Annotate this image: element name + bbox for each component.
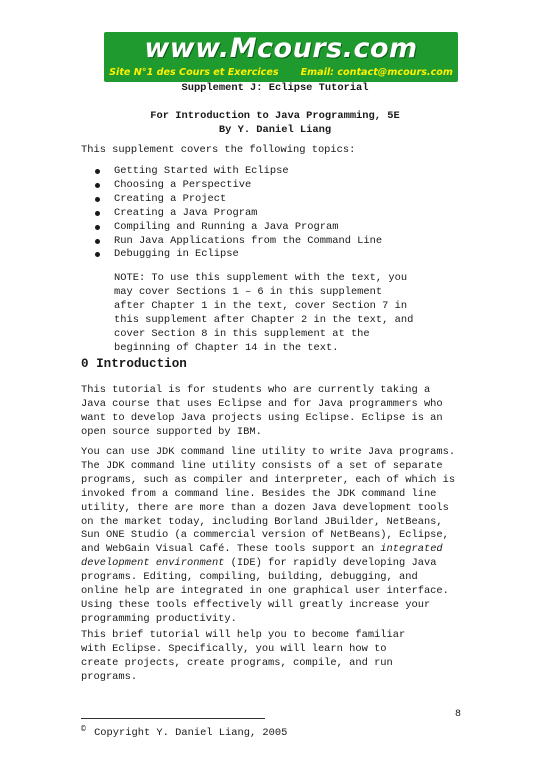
page-number: 8 [455,709,462,720]
paragraph-line: Sun ONE Studio (a commercial version of NetBeans), Eclipse, [81,529,449,542]
book-title: For Introduction to Java Programming, 5E [150,110,400,122]
paragraph-line [81,557,455,571]
list-item: Run Java Applications from the Command Line [81,235,382,249]
paragraph-line: You can use JDK command line utility to write Java programs. [81,446,456,458]
emphasis-text: integrated [380,543,443,556]
paragraph-line: programming productivity. [81,612,237,625]
paragraph-line: The JDK command line utility consists of a set of separate [81,459,443,472]
copyright-text: Copyright Y. Daniel Liang, 2005 [94,727,288,739]
note-line: cover Section 8 in this supplement at the [114,327,370,340]
paragraph-line: open source supported by IBM. [81,425,262,438]
paragraph-line: invoked from a command line. Besides the JDK command line [81,487,437,500]
topics-list [81,165,382,262]
paragraph-line: create projects, create programs, compile, and run [81,656,393,669]
paragraph-line: programs. [81,670,138,683]
paragraph-line: utility, there are more than a dozen Java development tools [81,501,449,514]
paragraph-line: on the market today, including Borland JBuilder, NetBeans, [81,515,443,528]
footer-divider [81,718,265,719]
paragraph-line: with Eclipse. Specifically, you will learn how to [81,642,387,655]
paragraph-line [81,543,455,557]
line-text: and WebGain Visual Café. These tools support an [81,543,381,556]
note-block [114,272,413,355]
banner-title: www.Mcours.com [144,33,418,64]
list-item: Compiling and Running a Java Program [81,221,382,235]
list-item: Debugging in Eclipse [81,248,382,262]
list-item: Choosing a Perspective [81,179,382,193]
intro-paragraph-2 [81,446,455,627]
note-line: NOTE: To use this supplement with the text, you [114,272,408,284]
paragraph-line: This brief tutorial will help you to become familiar [81,629,406,641]
line-text: (IDE) for rapidly developing Java [224,557,437,570]
banner-tagline: Site N°1 des Cours et Exercices [109,67,279,78]
list-item: Getting Started with Eclipse [81,165,382,179]
intro-paragraph-1 [81,384,443,440]
section-heading: 0 Introduction [81,357,187,371]
paragraph-line: Java course that uses Eclipse and for Java programmers who [81,397,443,410]
list-item: Creating a Java Program [81,207,382,221]
intro-paragraph-3 [81,629,405,685]
emphasis-text: development environment [81,557,225,570]
supplement-title: Supplement J: Eclipse Tutorial [181,82,369,94]
paragraph-line: online help are integrated in one graphical user interface. [81,585,449,598]
paragraph-line: programs. Editing, compiling, building, debugging, and [81,571,418,584]
banner-email: Email: contact@mcours.com [300,67,453,78]
note-line: after Chapter 1 in the text, cover Section 7 in [114,299,408,312]
paragraph-line: programs, such as compiler and interpreter, each of which is [81,473,456,486]
note-line: this supplement after Chapter 2 in the text, and [114,313,414,326]
note-line: beginning of Chapter 14 in the text. [114,341,339,354]
author-line: By Y. Daniel Liang [218,124,332,136]
copyright-symbol: © [81,725,86,734]
paragraph-line: Using these tools effectively will greatly increase your [81,598,431,611]
list-item: Creating a Project [81,193,382,207]
topics-intro: This supplement covers the following topics: [81,144,356,156]
copyright-line [81,723,287,741]
paragraph-line: This tutorial is for students who are currently taking a [81,384,431,396]
banner-subtitle [104,67,458,79]
note-line: may cover Sections 1 – 6 in this supplement [114,285,383,298]
site-banner-logo [104,32,458,82]
paragraph-line: want to develop Java projects using Eclipse. Eclipse is an [81,411,443,424]
